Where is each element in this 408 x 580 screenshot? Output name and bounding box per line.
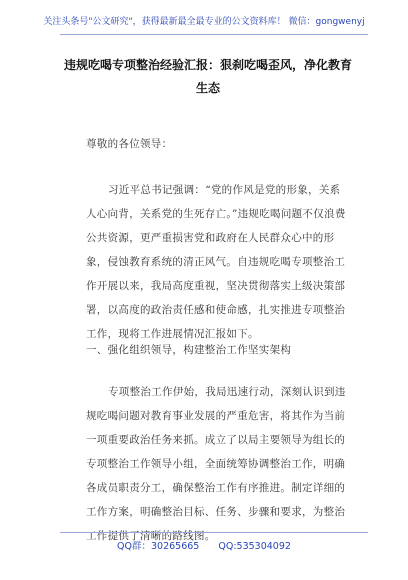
header-divider [60,34,368,35]
paragraph-intro: 习近平总书记强调：“党的作风是党的形象，关系人心向背，关系党的生死存亡。”违规吃喝问题不仅浪费公共资源，更严重损害党和政府在人民群众心中的形象，侵蚀教育系统的清正风气。自违规吃喝专项整治工作开展以来，我局高度重视，坚决贯彻落实上级决策部署，以高度的政治责任感和使命感，扎实推进专项整治工作，现将工作进展情况汇报如下。 [86,184,346,340]
page-footer [0,538,408,552]
document-title: 违规吃喝专项整治经验汇报：狠刹吃喝歪风，净化教育生态 [63,58,352,95]
paragraph-section-1: 专项整治工作伊始，我局迅速行动，深刻认识到违规吃喝问题对教育事业发展的严重危害，将其作为当前一项重要政治任务来抓。成立了以局主要领导为组长的专项整治工作领导小组，全面统筹协调整治工作，明确各成员职责分工，确保整治工作有序推进。制定详细的工作方案，明确整治目标、任务、步骤和要求，为整治工作提供了清晰的路线图。 [86,386,346,542]
footer-divider [60,532,368,533]
footer-qq-group: QQ群：30265665 [117,541,200,552]
footer-qq: QQ:535304092 [218,541,291,552]
greeting: 尊敬的各位领导： [86,138,173,150]
section-heading-1: 一、强化组织领导，构建整治工作坚实架构 [86,344,292,356]
page-header: 关注头条号"公文研究"，获得最新最全最专业的公文资料库！ 微信：gongwenyj [43,17,365,27]
